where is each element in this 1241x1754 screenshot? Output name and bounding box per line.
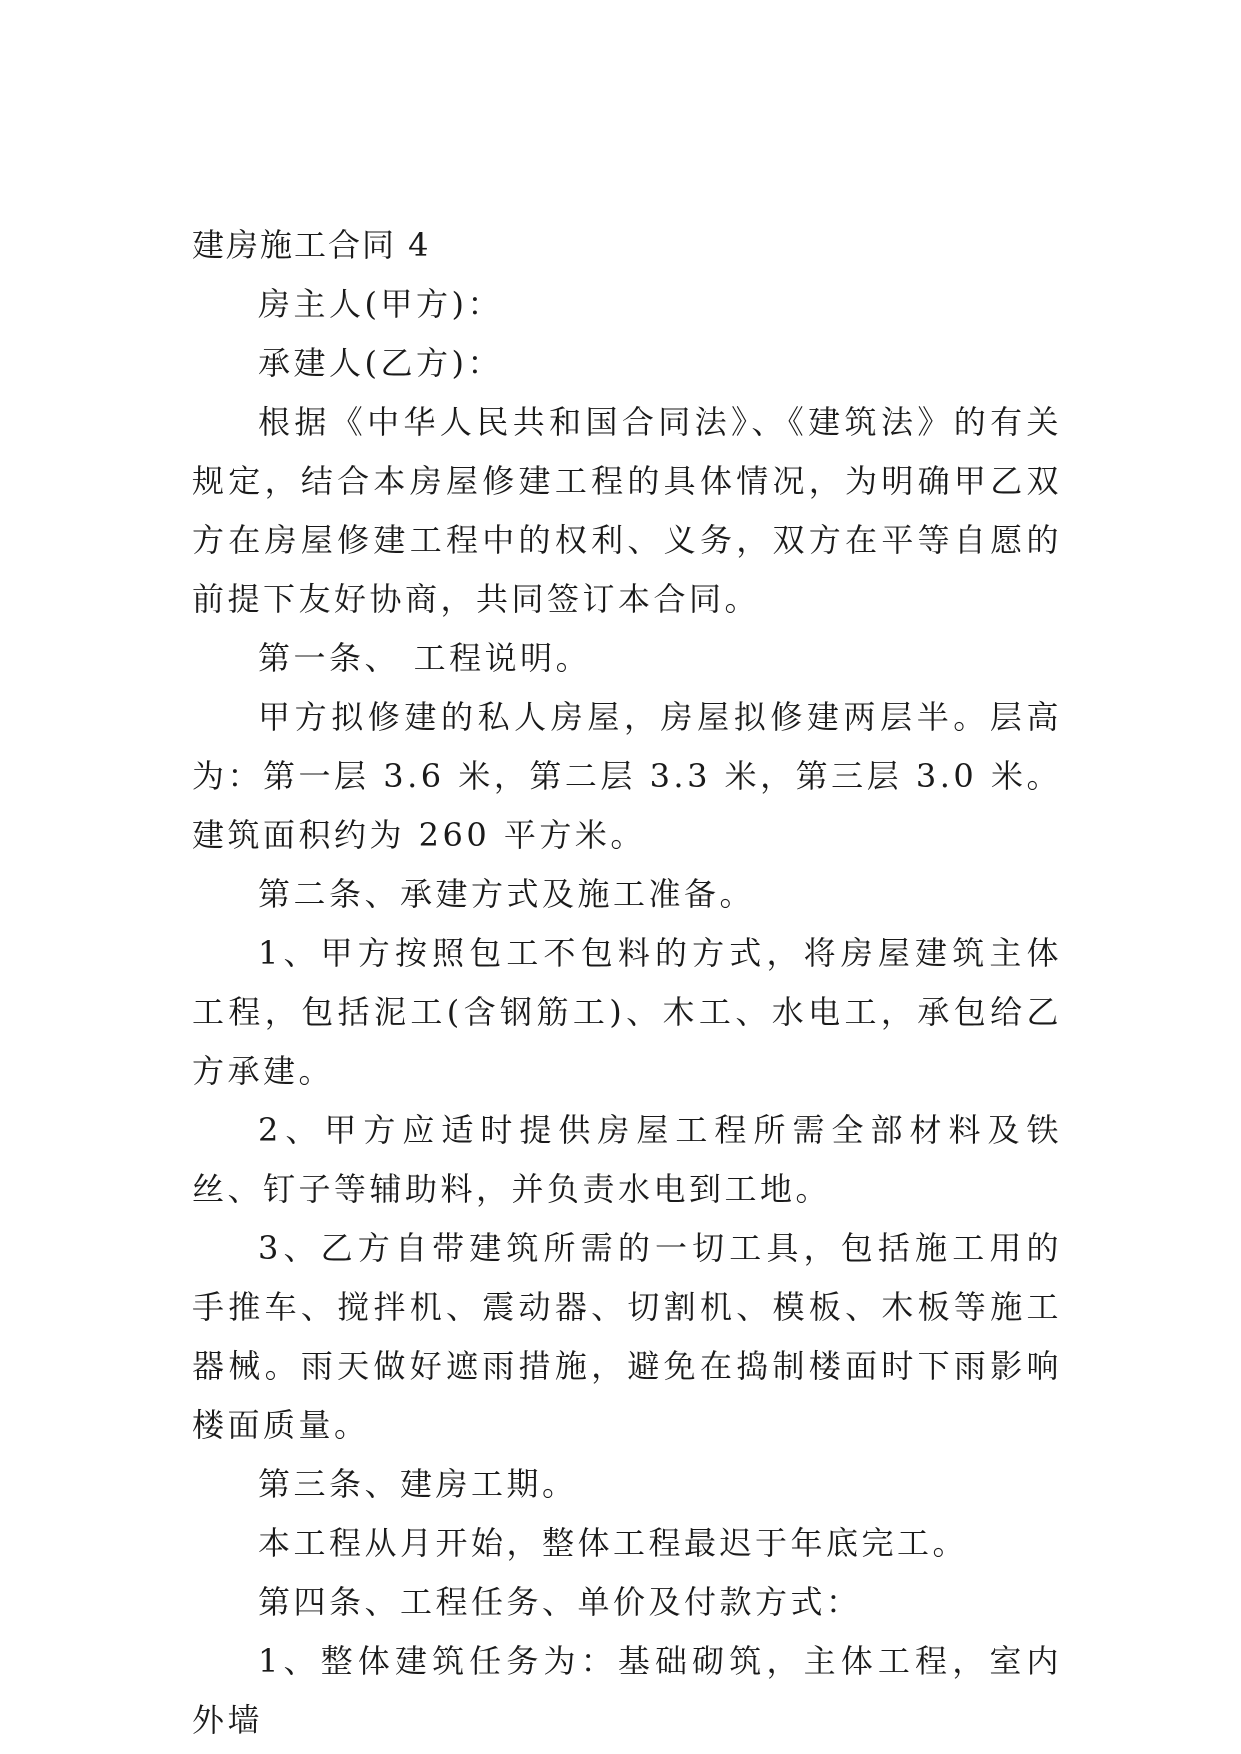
article-4-item-1: 1、整体建筑任务为：基础砌筑，主体工程，室内外墙 xyxy=(192,1642,1062,1739)
paragraph-preamble: 根据《中华人民共和国合同法》、《建筑法》的有关规定，结合本房屋修建工程的具体情况，为明确甲乙双方在房屋修建工程中的权利、义务，双方在平等自愿的前提下友好协商，共同签订本合同。 xyxy=(192,403,1062,618)
article-4-heading: 第四条、工程任务、单价及付款方式： xyxy=(258,1583,862,1621)
article-2-item-3: 3、乙方自带建筑所需的一切工具，包括施工用的手推车、搅拌机、震动器、切割机、模板、木板等施工器械。雨天做好遮雨措施，避免在捣制楼面时下雨影响楼面质量。 xyxy=(192,1229,1062,1444)
document-title: 建房施工合同 4 xyxy=(192,226,431,264)
article-1-heading: 第一条、 工程说明。 xyxy=(258,639,592,677)
article-3-heading: 第三条、建房工期。 xyxy=(258,1465,578,1503)
article-3-body: 本工程从月开始，整体工程最迟于年底完工。 xyxy=(258,1524,969,1562)
article-2-heading: 第二条、承建方式及施工准备。 xyxy=(258,875,756,913)
document-body xyxy=(192,216,1062,1750)
paragraph-owner: 房主人(甲方)： xyxy=(258,285,503,323)
paragraph-contractor: 承建人(乙方)： xyxy=(258,344,503,382)
article-2-item-1: 1、甲方按照包工不包料的方式，将房屋建筑主体工程，包括泥工(含钢筋工)、木工、水电工，承包给乙方承建。 xyxy=(192,934,1062,1090)
article-2-item-2: 2、甲方应适时提供房屋工程所需全部材料及铁丝、钉子等辅助料，并负责水电到工地。 xyxy=(192,1111,1062,1208)
article-1-body: 甲方拟修建的私人房屋，房屋拟修建两层半。层高为：第一层 3.6 米，第二层 3.3 米，第三层 3.0 米。建筑面积约为 260 平方米。 xyxy=(192,698,1062,854)
